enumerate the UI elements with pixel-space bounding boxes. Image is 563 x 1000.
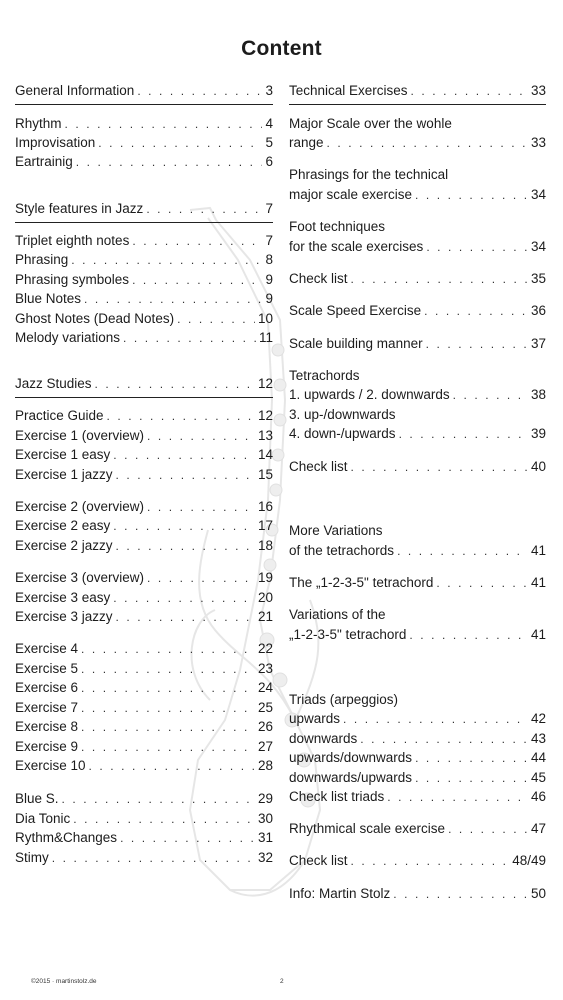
dot-leader xyxy=(81,719,255,736)
toc-entry-improvisation[interactable] xyxy=(15,134,273,152)
dot-leader xyxy=(132,233,262,250)
toc-entry-label: Improvisation xyxy=(15,135,96,150)
toc-entry-page: 31 xyxy=(257,830,273,845)
toc-entry-page: 7 xyxy=(265,233,273,248)
toc-entry-label: Exercise 8 xyxy=(15,719,79,734)
toc-entry-label: Ghost Notes (Dead Notes) xyxy=(15,311,175,326)
toc-entry-label: Exercise 2 (overview) xyxy=(15,499,145,514)
toc-entry-blue-notes[interactable] xyxy=(15,290,273,308)
toc-entry-exercise-1-easy[interactable] xyxy=(15,446,273,464)
toc-entry-label: 4. down-/upwards xyxy=(289,426,396,441)
toc-entry-exercise-9[interactable] xyxy=(15,738,273,756)
toc-entry-page: 37 xyxy=(530,336,546,351)
toc-entry-label: Exercise 3 jazzy xyxy=(15,609,113,624)
dot-leader xyxy=(98,135,262,152)
toc-entry-general-information[interactable] xyxy=(15,82,273,100)
toc-entry-upwards-downwards[interactable] xyxy=(289,749,546,767)
dot-leader xyxy=(436,575,528,592)
toc-entry-check-list[interactable] xyxy=(289,852,546,870)
toc-entry-page: 41 xyxy=(530,543,546,558)
toc-entry-label: Exercise 1 easy xyxy=(15,447,111,462)
toc-entry-exercise-1-jazzy[interactable] xyxy=(15,466,273,484)
dot-leader xyxy=(76,154,263,171)
toc-entry-downwards[interactable] xyxy=(289,730,546,748)
dot-leader xyxy=(113,518,255,535)
toc-entry-page: 32 xyxy=(257,850,273,865)
toc-entry-practice-guide[interactable] xyxy=(15,407,273,425)
toc-entry-page: 14 xyxy=(257,447,273,462)
toc-entry-label: major scale exercise xyxy=(289,187,413,202)
toc-entry-upwards[interactable] xyxy=(289,710,546,728)
dot-leader xyxy=(113,590,255,607)
toc-entry-page: 13 xyxy=(257,428,273,443)
dot-leader xyxy=(71,252,262,269)
toc-entry-page: 30 xyxy=(257,811,273,826)
toc-entry-rythm-changes[interactable] xyxy=(15,829,273,847)
dot-leader xyxy=(393,886,528,903)
toc-entry-label: Exercise 9 xyxy=(15,739,79,754)
toc-entry-page: 29 xyxy=(257,791,273,806)
toc-entry-label: Dia Tonic xyxy=(15,811,71,826)
toc-entry-scale-building[interactable] xyxy=(289,335,546,353)
toc-entry-info[interactable] xyxy=(289,885,546,903)
toc-entry-page: 15 xyxy=(257,467,273,482)
toc-entry-exercise-3-overview[interactable] xyxy=(15,569,273,587)
toc-entry-label: General Information xyxy=(15,83,135,98)
toc-entry-line: 3. up-/downwards xyxy=(289,407,396,422)
dot-leader xyxy=(426,239,528,256)
toc-entry-line: Major Scale over the wohle xyxy=(289,116,452,131)
footer-copyright: ©2015 · martinstolz.de xyxy=(31,978,97,985)
toc-entry-page: 45 xyxy=(530,770,546,785)
dot-leader xyxy=(137,83,262,100)
toc-entry-page: 11 xyxy=(258,330,273,345)
dot-leader xyxy=(81,700,255,717)
dot-leader xyxy=(123,330,256,347)
dot-leader xyxy=(147,570,255,587)
toc-entry-check-list-triads[interactable] xyxy=(289,788,546,806)
toc-entry-page: 6 xyxy=(265,154,273,169)
toc-entry-exercise-3-jazzy[interactable] xyxy=(15,608,273,626)
toc-entry-exercise-10[interactable] xyxy=(15,757,273,775)
dot-leader xyxy=(343,711,528,728)
dot-leader xyxy=(132,272,262,289)
toc-entry-label: Scale building manner xyxy=(289,336,423,351)
toc-entry-label: Exercise 3 easy xyxy=(15,590,111,605)
toc-entry-page: 33 xyxy=(530,135,546,150)
toc-entry-check-list[interactable] xyxy=(289,458,546,476)
dot-leader xyxy=(95,376,255,393)
dot-leader xyxy=(62,791,255,808)
toc-entry-label: Phrasing symboles xyxy=(15,272,130,287)
toc-entry-jazz-studies[interactable] xyxy=(15,375,273,393)
dot-leader xyxy=(147,428,255,445)
toc-entry-ghost-notes[interactable] xyxy=(15,310,273,328)
toc-entry-label: Eartrainig xyxy=(15,154,73,169)
dot-leader xyxy=(81,661,255,678)
toc-entry-exercise-2-jazzy[interactable] xyxy=(15,537,273,555)
toc-entry-label: range xyxy=(289,135,324,150)
toc-entry-tetra-down-up[interactable] xyxy=(289,425,546,443)
toc-entry-page: 27 xyxy=(257,739,273,754)
toc-entry-exercise-4[interactable] xyxy=(15,640,273,658)
toc-entry-tetra-up-down[interactable] xyxy=(289,386,546,404)
toc-entry-page: 39 xyxy=(530,426,546,441)
toc-entry-exercise-6[interactable] xyxy=(15,679,273,697)
toc-entry-rhythm[interactable] xyxy=(15,115,273,133)
toc-entry-label: 1. upwards / 2. downwards xyxy=(289,387,450,402)
toc-entry-label: Exercise 2 jazzy xyxy=(15,538,113,553)
toc-entry-page: 20 xyxy=(257,590,273,605)
toc-entry-label: of the tetrachords xyxy=(289,543,395,558)
dot-leader xyxy=(415,750,528,767)
toc-entry-exercise-2-overview[interactable] xyxy=(15,498,273,516)
dot-leader xyxy=(81,641,255,658)
toc-entry-page: 18 xyxy=(257,538,273,553)
toc-entry-page: 43 xyxy=(530,731,546,746)
dot-leader xyxy=(426,336,528,353)
toc-entry-page: 7 xyxy=(265,201,273,216)
toc-entry-exercise-7[interactable] xyxy=(15,699,273,717)
dot-leader xyxy=(81,739,255,756)
toc-entry-page: 50 xyxy=(530,886,546,901)
toc-entry-line: Triads (arpeggios) xyxy=(289,692,399,707)
toc-entry-label: Rhythm xyxy=(15,116,62,131)
dot-leader xyxy=(116,538,255,555)
dot-leader xyxy=(52,850,255,867)
dot-leader xyxy=(81,680,255,697)
toc-entry-label: Exercise 1 jazzy xyxy=(15,467,113,482)
toc-entry-label: Exercise 3 (overview) xyxy=(15,570,145,585)
dot-leader xyxy=(351,459,528,476)
toc-entry-major-scale[interactable] xyxy=(289,134,546,152)
toc-entry-page: 36 xyxy=(530,303,546,318)
toc-entry-1235-tetrachord[interactable] xyxy=(289,574,546,592)
toc-entry-page: 4 xyxy=(265,116,273,131)
toc-entry-style-features[interactable] xyxy=(15,200,273,218)
dot-leader xyxy=(73,811,255,828)
dot-leader xyxy=(411,83,528,100)
toc-entry-label: Rythm&Changes xyxy=(15,830,118,845)
dot-leader xyxy=(107,408,255,425)
toc-entry-blue-s[interactable] xyxy=(15,790,273,808)
toc-entry-label: Practice Guide xyxy=(15,408,104,423)
toc-entry-page: 12 xyxy=(257,376,273,391)
dot-leader xyxy=(89,758,255,775)
toc-entry-page: 41 xyxy=(530,627,546,642)
toc-entry-page: 34 xyxy=(530,187,546,202)
section-divider xyxy=(15,104,273,105)
toc-entry-line: Foot techniques xyxy=(289,219,386,234)
dot-leader xyxy=(65,116,263,133)
toc-entry-phrasing[interactable] xyxy=(15,251,273,269)
toc-entry-exercise-1-overview[interactable] xyxy=(15,427,273,445)
toc-entry-line: Tetrachords xyxy=(289,368,360,383)
toc-entry-scale-speed[interactable] xyxy=(289,302,546,320)
dot-leader xyxy=(116,609,255,626)
toc-entry-label: Stimy xyxy=(15,850,49,865)
dot-leader xyxy=(177,311,255,328)
toc-entry-page: 24 xyxy=(257,680,273,695)
toc-entry-page: 12 xyxy=(257,408,273,423)
dot-leader xyxy=(351,271,528,288)
toc-entry-label: Check list xyxy=(289,853,348,868)
toc-entry-exercise-2-easy[interactable] xyxy=(15,517,273,535)
toc-entry-label: Phrasing xyxy=(15,252,69,267)
toc-entry-label: Technical Exercises xyxy=(289,83,408,98)
toc-entry-label: Exercise 4 xyxy=(15,641,79,656)
dot-leader xyxy=(387,789,528,806)
toc-entry-label: Melody variations xyxy=(15,330,121,345)
dot-leader xyxy=(424,303,528,320)
dot-leader xyxy=(116,467,255,484)
section-divider xyxy=(15,222,273,223)
toc-entry-page: 10 xyxy=(257,311,273,326)
dot-leader xyxy=(147,499,255,516)
toc-entry-check-list[interactable] xyxy=(289,270,546,288)
toc-entry-label: „1-2-3-5" tetrachord xyxy=(289,627,407,642)
dot-leader xyxy=(351,853,510,870)
toc-entry-label: Exercise 7 xyxy=(15,700,79,715)
toc-entry-page: 9 xyxy=(265,272,273,287)
toc-entry-label: Check list triads xyxy=(289,789,385,804)
toc-entry-label: Triplet eighth notes xyxy=(15,233,130,248)
toc-entry-page: 34 xyxy=(530,239,546,254)
dot-leader xyxy=(399,426,528,443)
dot-leader xyxy=(146,201,262,218)
toc-entry-label: Exercise 2 easy xyxy=(15,518,111,533)
toc-entry-page: 38 xyxy=(530,387,546,402)
toc-entry-label: Blue Notes xyxy=(15,291,82,306)
toc-entry-label: The „1-2-3-5" tetrachord xyxy=(289,575,434,590)
dot-leader xyxy=(113,447,255,464)
toc-entry-page: 40 xyxy=(530,459,546,474)
dot-leader xyxy=(84,291,262,308)
toc-entry-page: 26 xyxy=(257,719,273,734)
toc-entry-page: 41 xyxy=(530,575,546,590)
toc-entry-page: 5 xyxy=(265,135,273,150)
toc-entry-page: 9 xyxy=(265,291,273,306)
toc-entry-page: 35 xyxy=(530,271,546,286)
page-title: Content xyxy=(241,37,322,60)
toc-entry-page: 25 xyxy=(257,700,273,715)
toc-entry-page: 16 xyxy=(257,499,273,514)
dot-leader xyxy=(415,770,528,787)
toc-entry-eartrainig[interactable] xyxy=(15,153,273,171)
dot-leader xyxy=(327,135,528,152)
toc-entry-phrasing-symboles[interactable] xyxy=(15,271,273,289)
toc-entry-label: Exercise 10 xyxy=(15,758,86,773)
toc-entry-exercise-3-easy[interactable] xyxy=(15,589,273,607)
toc-entry-downwards-upwards[interactable] xyxy=(289,769,546,787)
dot-leader xyxy=(453,387,528,404)
toc-entry-page: 28 xyxy=(257,758,273,773)
dot-leader xyxy=(360,731,528,748)
toc-entry-page: 42 xyxy=(530,711,546,726)
toc-entry-foot-techniques[interactable] xyxy=(289,238,546,256)
toc-entry-label: Blue S. xyxy=(15,791,59,806)
toc-entry-label: for the scale exercises xyxy=(289,239,424,254)
toc-entry-label: upwards xyxy=(289,711,341,726)
toc-entry-label: upwards/downwards xyxy=(289,750,413,765)
toc-entry-page: 44 xyxy=(530,750,546,765)
toc-entry-page: 48/49 xyxy=(512,853,546,868)
toc-entry-label: Exercise 1 (overview) xyxy=(15,428,145,443)
section-divider xyxy=(289,104,546,105)
toc-entry-rhythmical-scale[interactable] xyxy=(289,820,546,838)
toc-entry-page: 8 xyxy=(265,252,273,267)
toc-entry-exercise-8[interactable] xyxy=(15,718,273,736)
toc-entry-more-variations[interactable] xyxy=(289,542,546,560)
toc-entry-stimy[interactable] xyxy=(15,849,273,867)
toc-entry-label: Jazz Studies xyxy=(15,376,92,391)
toc-entry-label: Info: Martin Stolz xyxy=(289,886,391,901)
toc-entry-line: More Variations xyxy=(289,523,383,538)
toc-entry-exercise-5[interactable] xyxy=(15,660,273,678)
toc-entry-page: 19 xyxy=(257,570,273,585)
toc-entry-melody-variations[interactable] xyxy=(15,329,273,347)
footer-page-number: 2 xyxy=(280,978,284,985)
toc-entry-label: Rhythmical scale exercise xyxy=(289,821,446,836)
dot-leader xyxy=(397,543,528,560)
dot-leader xyxy=(120,830,255,847)
toc-entry-label: Style features in Jazz xyxy=(15,201,144,216)
toc-entry-label: Exercise 6 xyxy=(15,680,79,695)
toc-entry-label: downwards xyxy=(289,731,358,746)
toc-entry-label: Exercise 5 xyxy=(15,661,79,676)
dot-leader xyxy=(415,187,528,204)
toc-entry-triplet[interactable] xyxy=(15,232,273,250)
dot-leader xyxy=(448,821,528,838)
toc-entry-page: 22 xyxy=(257,641,273,656)
toc-entry-label: Check list xyxy=(289,459,348,474)
toc-entry-line: Phrasings for the technical xyxy=(289,167,449,182)
toc-entry-page: 17 xyxy=(257,518,273,533)
toc-entry-line: Variations of the xyxy=(289,607,386,622)
toc-entry-page: 46 xyxy=(530,789,546,804)
toc-entry-label: Check list xyxy=(289,271,348,286)
toc-entry-variations-1235[interactable] xyxy=(289,626,546,644)
toc-entry-phrasings-technical[interactable] xyxy=(289,186,546,204)
toc-entry-page: 23 xyxy=(257,661,273,676)
toc-entry-page: 47 xyxy=(530,821,546,836)
toc-entry-label: downwards/upwards xyxy=(289,770,413,785)
section-divider xyxy=(15,397,273,398)
toc-entry-label: Scale Speed Exercise xyxy=(289,303,422,318)
toc-entry-page: 21 xyxy=(257,609,273,624)
toc-entry-page: 33 xyxy=(530,83,546,98)
toc-entry-page: 3 xyxy=(265,83,273,98)
dot-leader xyxy=(409,627,528,644)
toc-entry-technical-exercises[interactable] xyxy=(289,82,546,100)
toc-entry-dia-tonic[interactable] xyxy=(15,810,273,828)
